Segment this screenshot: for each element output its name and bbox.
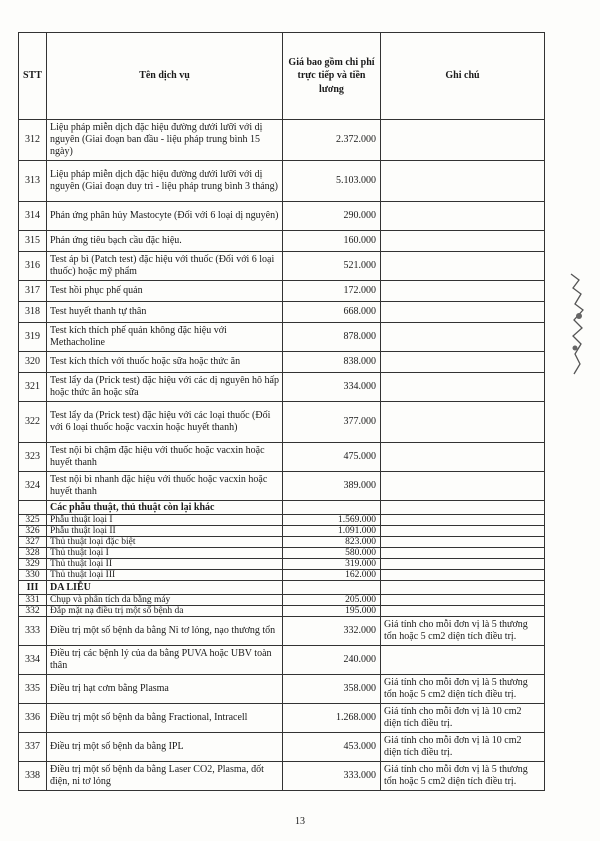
row-price: 334.000 xyxy=(283,373,381,402)
row-service-name: Điều trị một số bệnh da bằng Fractional, Intracell xyxy=(47,704,283,733)
row-note: Giá tính cho mỗi đơn vị là 5 thương tổn hoặc 5 cm2 diện tích điều trị. xyxy=(381,675,545,704)
row-stt: 319 xyxy=(19,323,47,352)
section-stt xyxy=(19,501,47,515)
row-price: 240.000 xyxy=(283,646,381,675)
document-page xyxy=(18,32,544,791)
table-row xyxy=(19,559,545,570)
row-stt: 327 xyxy=(19,537,47,548)
row-stt: 329 xyxy=(19,559,47,570)
row-note xyxy=(381,252,545,281)
table-row xyxy=(19,161,545,202)
row-price: 453.000 xyxy=(283,733,381,762)
section-header-row xyxy=(19,581,545,595)
header-price: Giá bao gồm chi phí trực tiếp và tiền lương xyxy=(283,33,381,120)
row-service-name: Phản ứng tiêu bạch cầu đặc hiệu. xyxy=(47,231,283,252)
section-title: DA LIỄU xyxy=(47,581,283,595)
row-price: 1.268.000 xyxy=(283,704,381,733)
row-stt: 331 xyxy=(19,595,47,606)
row-price: 162.000 xyxy=(283,570,381,581)
row-service-name: Phẫu thuật loại I xyxy=(47,515,283,526)
table-row xyxy=(19,595,545,606)
row-stt: 314 xyxy=(19,202,47,231)
table-row xyxy=(19,570,545,581)
header-service-name: Tên dịch vụ xyxy=(47,33,283,120)
table-row xyxy=(19,231,545,252)
row-service-name: Phản ứng phân hủy Mastocyte (Đối với 6 loại dị nguyên) xyxy=(47,202,283,231)
row-price: 195.000 xyxy=(283,606,381,617)
row-note xyxy=(381,570,545,581)
row-price: 5.103.000 xyxy=(283,161,381,202)
row-price: 838.000 xyxy=(283,352,381,373)
row-service-name: Điều trị hạt cơm bằng Plasma xyxy=(47,675,283,704)
row-service-name: Thủ thuật loại I xyxy=(47,548,283,559)
table-row xyxy=(19,733,545,762)
row-note xyxy=(381,526,545,537)
row-note: Giá tính cho mỗi đơn vị là 10 cm2 diện tích điều trị. xyxy=(381,733,545,762)
row-service-name: Điều trị một số bệnh da bằng Ni tơ lỏng, nạo thương tổn xyxy=(47,617,283,646)
row-stt: 326 xyxy=(19,526,47,537)
row-service-name: Liệu pháp miễn dịch đặc hiệu đường dưới lưỡi với dị nguyên (Giai đoạn duy trì - liệu pháp trung bình 3 tháng) xyxy=(47,161,283,202)
row-note xyxy=(381,120,545,161)
row-service-name: Test huyết thanh tự thân xyxy=(47,302,283,323)
row-service-name: Test hồi phục phế quản xyxy=(47,281,283,302)
row-note: Giá tính cho mỗi đơn vị là 5 thương tổn hoặc 5 cm2 diện tích điều trị. xyxy=(381,762,545,791)
row-stt: 325 xyxy=(19,515,47,526)
row-service-name: Chụp và phân tích da bằng máy xyxy=(47,595,283,606)
row-service-name: Test lẩy da (Prick test) đặc hiệu với các loại thuốc (Đối với 6 loại thuốc hoặc vacxin hoặc huyết thanh) xyxy=(47,402,283,443)
row-price: 389.000 xyxy=(283,472,381,501)
row-price: 332.000 xyxy=(283,617,381,646)
table-row xyxy=(19,323,545,352)
row-stt: 324 xyxy=(19,472,47,501)
row-service-name: Điều trị một số bệnh da bằng IPL xyxy=(47,733,283,762)
row-note xyxy=(381,323,545,352)
table-header-row xyxy=(19,33,545,120)
row-stt: 323 xyxy=(19,443,47,472)
row-note xyxy=(381,646,545,675)
table-row xyxy=(19,472,545,501)
row-stt: 335 xyxy=(19,675,47,704)
row-price: 823.000 xyxy=(283,537,381,548)
section-stt: III xyxy=(19,581,47,595)
row-service-name: Test áp bì (Patch test) đặc hiệu với thuốc (Đối với 6 loại thuốc) hoặc mỹ phẩm xyxy=(47,252,283,281)
section-title: Các phẫu thuật, thủ thuật còn lại khác xyxy=(47,501,283,515)
row-note xyxy=(381,472,545,501)
page-number: 13 xyxy=(295,816,305,827)
row-service-name: Đắp mặt nạ điều trị một số bệnh da xyxy=(47,606,283,617)
row-service-name: Điều trị một số bệnh da bằng Laser CO2, Plasma, đốt điện, ni tơ lỏng xyxy=(47,762,283,791)
row-note xyxy=(381,443,545,472)
margin-stamp-mark xyxy=(565,270,589,380)
row-stt: 317 xyxy=(19,281,47,302)
row-note xyxy=(381,302,545,323)
table-row xyxy=(19,302,545,323)
row-stt: 336 xyxy=(19,704,47,733)
row-stt: 312 xyxy=(19,120,47,161)
row-stt: 333 xyxy=(19,617,47,646)
row-price: 521.000 xyxy=(283,252,381,281)
row-price: 290.000 xyxy=(283,202,381,231)
row-note xyxy=(381,373,545,402)
table-row xyxy=(19,646,545,675)
row-stt: 330 xyxy=(19,570,47,581)
table-row xyxy=(19,515,545,526)
row-note xyxy=(381,281,545,302)
row-service-name: Thủ thuật loại đặc biệt xyxy=(47,537,283,548)
table-row xyxy=(19,537,545,548)
row-price: 172.000 xyxy=(283,281,381,302)
row-service-name: Thủ thuật loại III xyxy=(47,570,283,581)
row-price: 475.000 xyxy=(283,443,381,472)
table-row xyxy=(19,675,545,704)
row-stt: 328 xyxy=(19,548,47,559)
table-row xyxy=(19,202,545,231)
row-service-name: Điều trị các bệnh lý của da bằng PUVA hoặc UBV toàn thân xyxy=(47,646,283,675)
row-note xyxy=(381,559,545,570)
row-stt: 321 xyxy=(19,373,47,402)
table-row xyxy=(19,252,545,281)
row-price: 205.000 xyxy=(283,595,381,606)
table-row xyxy=(19,120,545,161)
row-price: 333.000 xyxy=(283,762,381,791)
row-service-name: Test kích thích với thuốc hoặc sữa hoặc thức ăn xyxy=(47,352,283,373)
row-price: 580.000 xyxy=(283,548,381,559)
row-stt: 334 xyxy=(19,646,47,675)
row-stt: 337 xyxy=(19,733,47,762)
table-row xyxy=(19,704,545,733)
row-price: 358.000 xyxy=(283,675,381,704)
row-price: 160.000 xyxy=(283,231,381,252)
row-note: Giá tính cho mỗi đơn vị là 10 cm2 diện tích điều trị. xyxy=(381,704,545,733)
row-service-name: Liệu pháp miễn dịch đặc hiệu đường dưới lưỡi với dị nguyên (Giai đoạn ban đầu - liệu pháp trung bình 15 ngày) xyxy=(47,120,283,161)
price-table xyxy=(18,32,545,791)
row-note: Giá tính cho mỗi đơn vị là 5 thương tổn hoặc 5 cm2 diện tích điều trị. xyxy=(381,617,545,646)
row-stt: 332 xyxy=(19,606,47,617)
row-service-name: Test nội bì nhanh đặc hiệu với thuốc hoặc vacxin hoặc huyết thanh xyxy=(47,472,283,501)
row-stt: 338 xyxy=(19,762,47,791)
row-service-name: Thủ thuật loại II xyxy=(47,559,283,570)
table-row xyxy=(19,762,545,791)
row-note xyxy=(381,402,545,443)
row-note xyxy=(381,202,545,231)
row-service-name: Test nội bì chậm đặc hiệu với thuốc hoặc vacxin hoặc huyết thanh xyxy=(47,443,283,472)
row-stt: 318 xyxy=(19,302,47,323)
row-stt: 315 xyxy=(19,231,47,252)
row-note xyxy=(381,595,545,606)
row-price: 2.372.000 xyxy=(283,120,381,161)
header-note: Ghi chú xyxy=(381,33,545,120)
row-stt: 322 xyxy=(19,402,47,443)
row-note xyxy=(381,231,545,252)
table-row xyxy=(19,606,545,617)
row-note xyxy=(381,161,545,202)
row-service-name: Phẫu thuật loại II xyxy=(47,526,283,537)
row-service-name: Test lẩy da (Prick test) đặc hiệu với các dị nguyên hô hấp hoặc thức ăn hoặc sữa xyxy=(47,373,283,402)
row-service-name: Test kích thích phế quản không đặc hiệu với Methacholine xyxy=(47,323,283,352)
section-header-row xyxy=(19,501,545,515)
row-price: 1.091.000 xyxy=(283,526,381,537)
row-note xyxy=(381,537,545,548)
table-row xyxy=(19,373,545,402)
row-stt: 316 xyxy=(19,252,47,281)
row-note xyxy=(381,606,545,617)
header-stt: STT xyxy=(19,33,47,120)
table-row xyxy=(19,443,545,472)
table-row xyxy=(19,281,545,302)
table-row xyxy=(19,617,545,646)
row-price: 668.000 xyxy=(283,302,381,323)
table-row xyxy=(19,352,545,373)
row-note xyxy=(381,548,545,559)
table-row xyxy=(19,548,545,559)
row-price: 1.569.000 xyxy=(283,515,381,526)
row-price: 319.000 xyxy=(283,559,381,570)
row-stt: 320 xyxy=(19,352,47,373)
table-row xyxy=(19,402,545,443)
row-price: 878.000 xyxy=(283,323,381,352)
row-price: 377.000 xyxy=(283,402,381,443)
table-row xyxy=(19,526,545,537)
row-stt: 313 xyxy=(19,161,47,202)
row-note xyxy=(381,515,545,526)
row-note xyxy=(381,352,545,373)
